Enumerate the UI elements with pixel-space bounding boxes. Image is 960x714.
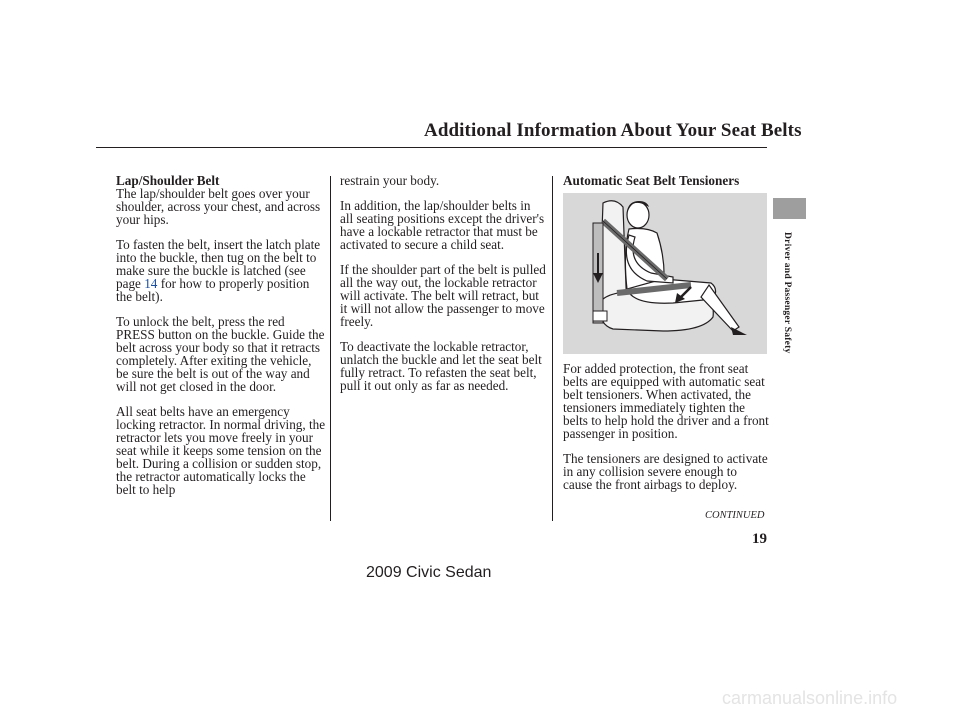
watermark: carmanualsonline.info xyxy=(722,688,898,708)
paragraph: In addition, the lap/shoulder belts in all seating positions except the driver's have a lockable retractor that must be activated to secure a child seat. xyxy=(340,198,545,252)
seated-person-icon xyxy=(563,193,767,354)
tensioners-heading: Automatic Seat Belt Tensioners xyxy=(563,173,740,188)
text-span: To fasten the belt, insert the latch plate into the buckle, then tug on the belt to make sure the buckle is latched (see page xyxy=(116,237,321,291)
paragraph: All seat belts have an emergency locking retractor. In normal driving, the retractor lets you move freely in your seat while it keeps some tension on the belt. During a collision or sudden stop, the retractor automatically locks the belt to help xyxy=(116,404,326,497)
title-rule xyxy=(96,147,767,148)
seat-belt-tensioner-illustration xyxy=(563,193,767,354)
paragraph: To unlock the belt, press the red PRESS button on the buckle. Guide the belt across your body so that it retracts completely. After exiting the vehicle, be sure the belt is out of the way and will not get closed in the door. xyxy=(116,314,325,394)
text-span: for how to properly position the belt). xyxy=(116,276,310,304)
paragraph: The tensioners are designed to activate in any collision severe enough to cause the front airbags to deploy. xyxy=(563,451,768,492)
page-14-link[interactable]: 14 xyxy=(144,276,158,291)
footer-model: 2009 Civic Sedan xyxy=(366,564,492,581)
column-divider-2 xyxy=(552,176,553,521)
paragraph: To deactivate the lockable retractor, unlatch the buckle and let the seat belt fully retract. To refasten the seat belt, pull it out only as far as needed. xyxy=(340,339,542,393)
paragraph: restrain your body. xyxy=(340,173,440,188)
page-title: Additional Information About Your Seat Belts xyxy=(424,120,802,141)
paragraph: If the shoulder part of the belt is pulled all the way out, the lockable retractor will activate. The belt will retract, but it will not allow the passenger to move freely. xyxy=(340,262,546,329)
column-middle xyxy=(340,174,546,404)
continued-label: CONTINUED xyxy=(705,510,765,521)
column-right-body xyxy=(563,362,769,503)
paragraph-fasten xyxy=(116,238,326,303)
column-divider-1 xyxy=(330,176,331,521)
lap-shoulder-belt-heading: Lap/Shoulder Belt xyxy=(116,173,220,188)
page-number: 19 xyxy=(752,531,767,547)
section-label-text: Driver and Passenger Safety xyxy=(782,232,793,354)
column-right xyxy=(563,174,769,187)
column-left xyxy=(116,174,326,508)
section-label xyxy=(781,232,795,372)
paragraph: The lap/shoulder belt goes over your shoulder, across your chest, and across your hips. xyxy=(116,186,321,227)
section-tab xyxy=(773,198,806,219)
paragraph: For added protection, the front seat belts are equipped with automatic seat belt tensioners. When activated, the tensioners immediately tighten the belts to help hold the driver and a front passenger in position. xyxy=(563,361,769,441)
